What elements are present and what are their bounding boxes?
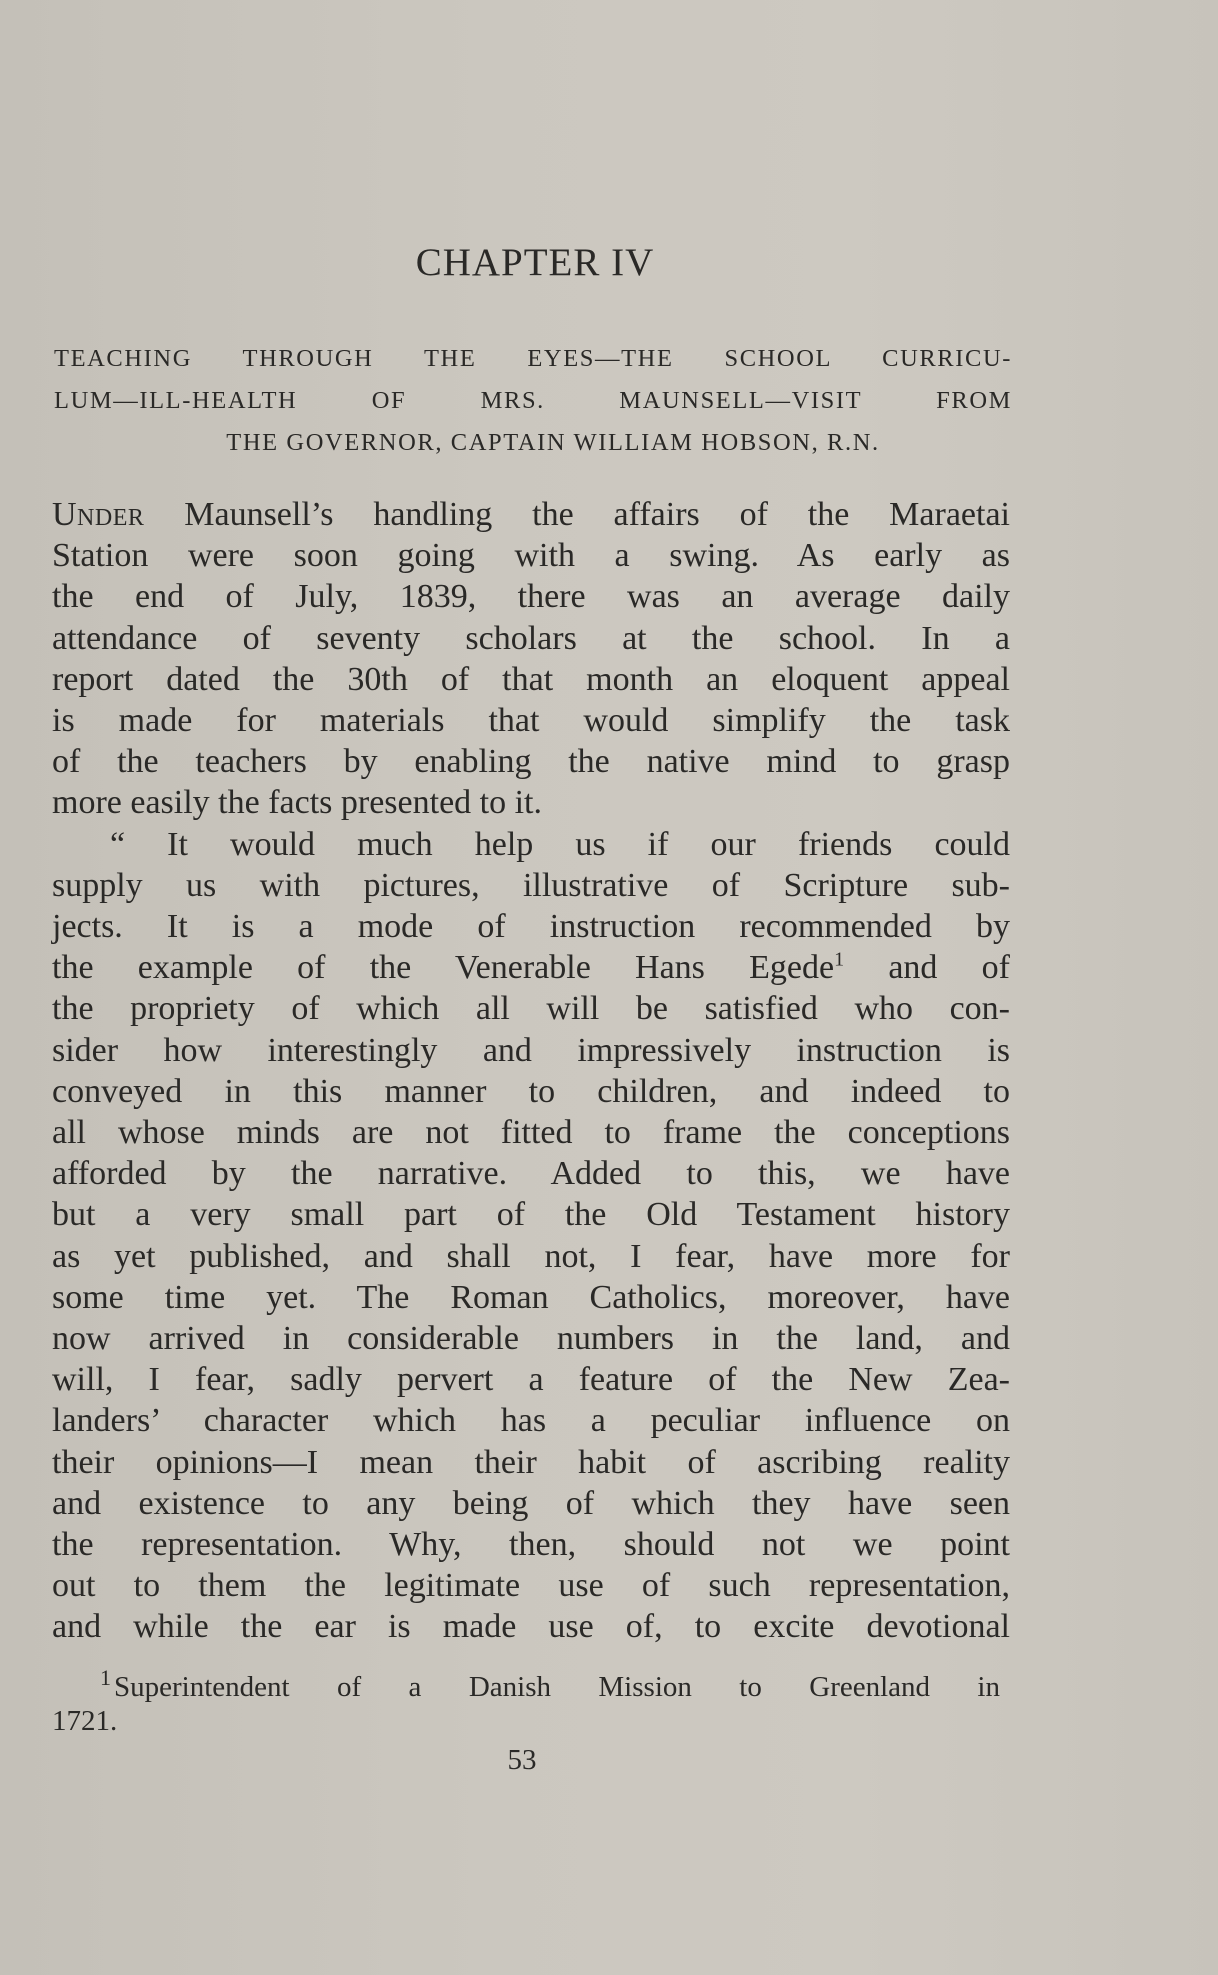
- text-line: their opinions—I mean their habit of ascribing reality: [52, 1443, 1010, 1481]
- text-line: the representation. Why, then, should not we point: [52, 1526, 1010, 1564]
- chapter-summary: [54, 338, 1012, 464]
- text-line: more easily the facts presented to it.: [52, 784, 542, 822]
- text-line: some time yet. The Roman Catholics, moreover, have: [52, 1278, 1010, 1316]
- text-line: landers’ character which has a peculiar influence on: [52, 1402, 1010, 1440]
- footnote-mark: 1: [100, 1665, 111, 1691]
- body-text: [52, 494, 1010, 1648]
- page-number: 53: [507, 1744, 537, 1776]
- text-line: sider how interestingly and impressively instruction is: [52, 1031, 1010, 1069]
- chapter-title: CHAPTER IV: [415, 241, 655, 284]
- text-line: “ It would much help us if our friends could: [110, 825, 1010, 863]
- text-line: supply us with pictures, illustrative of Scripture sub-: [52, 866, 1010, 904]
- footnote-line: $^1$ Superintendent of a Danish Mission to Greenland in: [52, 1670, 1000, 1704]
- text-line: of the teachers by enabling the native mind to grasp: [52, 743, 1010, 781]
- summary-line: LUM—ILL-HEALTH OF MRS. MAUNSELL—VISIT FROM: [54, 387, 1012, 414]
- footnote: [52, 1665, 1000, 1738]
- text-line: the end of July, 1839, there was an average daily: [52, 578, 1010, 616]
- text-line: the example of the Venerable Hans Egede$^1$ and of: [52, 948, 1010, 987]
- drop-word: Under: [52, 496, 145, 533]
- text-line: is made for materials that would simplify the task: [52, 702, 1010, 740]
- text-line: attendance of seventy scholars at the school. In a: [52, 619, 1010, 657]
- text-line: out to them the legitimate use of such representation,: [52, 1567, 1010, 1605]
- text-line: Station were soon going with a swing. As early as: [52, 537, 1010, 575]
- text-line: the propriety of which all will be satisfied who con-: [52, 990, 1010, 1028]
- text-line: afforded by the narrative. Added to this, we have: [52, 1155, 1010, 1193]
- footnote-reference: 1: [834, 948, 845, 971]
- text-line: and while the ear is made use of, to excite devotional: [52, 1608, 1010, 1646]
- text-line: report dated the 30th of that month an eloquent appeal: [52, 660, 1010, 698]
- text-line: conveyed in this manner to children, and indeed to: [52, 1072, 1010, 1110]
- summary-line: THE GOVERNOR, CAPTAIN WILLIAM HOBSON, R.N.: [226, 429, 880, 456]
- text-line: but a very small part of the Old Testament history: [52, 1196, 1010, 1234]
- text-line: Under Maunsell’s handling the affairs of the Maraetai: [52, 496, 1010, 533]
- text-line: will, I fear, sadly pervert a feature of the New Zea-: [52, 1361, 1010, 1399]
- text-line: now arrived in considerable numbers in the land, and: [52, 1320, 1010, 1358]
- text-line: all whose minds are not fitted to frame the conceptions: [52, 1114, 1010, 1152]
- footnote-line: 1721.: [52, 1705, 118, 1737]
- summary-line: TEACHING THROUGH THE EYES—THE SCHOOL CURRICU-: [54, 345, 1012, 372]
- text-line: jects. It is a mode of instruction recommended by: [52, 908, 1010, 946]
- text-line: as yet published, and shall not, I fear, have more for: [52, 1237, 1010, 1275]
- text-line: and existence to any being of which they have seen: [52, 1484, 1010, 1522]
